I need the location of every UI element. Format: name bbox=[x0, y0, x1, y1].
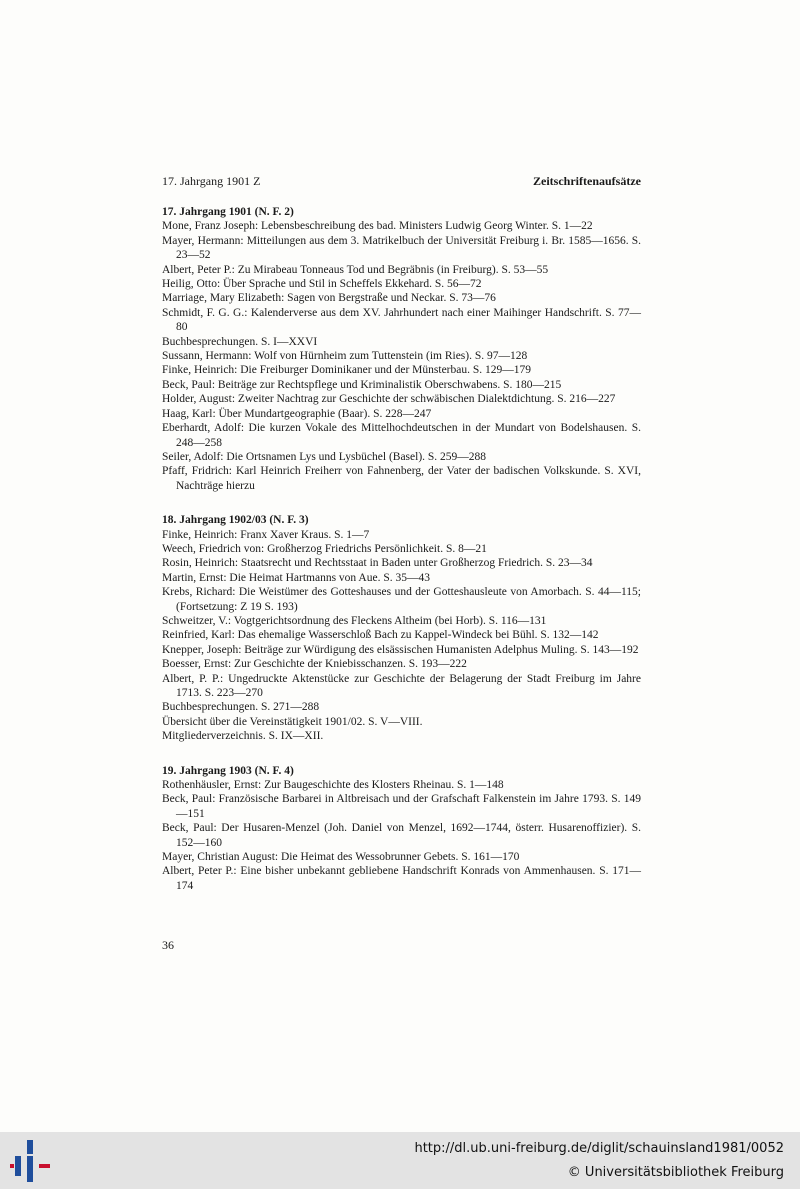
list-item: Buchbesprechungen. S. I—XXVI bbox=[162, 335, 318, 348]
logo-bar-center bbox=[27, 1156, 33, 1182]
volume-section bbox=[162, 205, 641, 493]
header-left: 17. Jahrgang 1901 Z bbox=[162, 174, 261, 188]
list-item: Mone, Franz Joseph: Lebensbeschreibung des bad. Ministers Ludwig Georg Winter. S. 1—22 bbox=[162, 220, 593, 233]
copyright-notice: © Universitätsbibliothek Freiburg bbox=[567, 1165, 784, 1180]
permalink-url[interactable]: http://dl.ub.uni-freiburg.de/diglit/schauinsland1981/0052 bbox=[414, 1141, 784, 1156]
logo-dot-left bbox=[10, 1164, 14, 1168]
list-item: Mayer, Christian August: Die Heimat des Wessobrunner Gebets. S. 161—170 bbox=[162, 851, 520, 864]
list-item: Finke, Heinrich: Franx Xaver Kraus. S. 1—7 bbox=[162, 528, 370, 541]
viewer-footer bbox=[0, 1132, 800, 1189]
list-item: Beck, Paul: Beiträge zur Rechtspflege und Kriminalistik Oberschwabens. S. 180—215 bbox=[162, 378, 562, 391]
list-item: Albert, Peter P.: Eine bisher unbekannt gebliebene Handschrift Konrads von Ammenhausen. S. 171—174 bbox=[162, 865, 641, 892]
list-item: Sussann, Hermann: Wolf von Hürnheim zum Tuttenstein (im Ries). S. 97—128 bbox=[162, 350, 528, 363]
list-item: Boesser, Ernst: Zur Geschichte der Kniebisschanzen. S. 193—222 bbox=[162, 658, 467, 671]
list-item: Seiler, Adolf: Die Ortsnamen Lys und Lysbüchel (Basel). S. 259—288 bbox=[162, 450, 487, 463]
list-item: Albert, P. P.: Ungedruckte Aktenstücke zur Geschichte der Belagerung der Stadt Freiburg im Jahre 1713. S. 223—270 bbox=[162, 672, 641, 699]
library-logo-icon bbox=[10, 1140, 50, 1182]
article-list bbox=[162, 205, 641, 913]
running-header bbox=[162, 174, 641, 190]
list-item: Krebs, Richard: Die Weistümer des Gotteshauses und der Gotteshausleute von Amorbach. S. 44—115; (Fortsetzung: Z 19 S. 193) bbox=[162, 586, 641, 613]
list-item: Schweitzer, V.: Vogtgerichtsordnung des Fleckens Altheim (bei Horb). S. 116—131 bbox=[162, 614, 547, 627]
list-item: Beck, Paul: Der Husaren-Menzel (Joh. Daniel von Menzel, 1692—1744, österr. Husarenoffizier). S. 152—160 bbox=[162, 822, 641, 849]
list-item: Knepper, Joseph: Beiträge zur Würdigung des elsässischen Humanisten Adelphus Muling. S. 143—192 bbox=[162, 643, 639, 656]
list-item: Weech, Friedrich von: Großherzog Friedrichs Persönlichkeit. S. 8—21 bbox=[162, 542, 487, 555]
volume-section bbox=[162, 764, 641, 894]
list-item: Rothenhäusler, Ernst: Zur Baugeschichte des Klosters Rheinau. S. 1—148 bbox=[162, 779, 504, 792]
volume-title: 17. Jahrgang 1901 (N. F. 2) bbox=[162, 206, 294, 218]
list-item: Heilig, Otto: Über Sprache und Stil in Scheffels Ekkehard. S. 56—72 bbox=[162, 278, 482, 291]
list-item: Übersicht über die Vereinstätigkeit 1901/02. S. V—VIII. bbox=[162, 715, 423, 728]
list-item: Schmidt, F. G. G.: Kalenderverse aus dem XV. Jahrhundert nach einer Maihinger Handschrift. S. 77—80 bbox=[162, 306, 641, 334]
list-item: Mitgliederverzeichnis. S. IX—XII. bbox=[162, 730, 324, 743]
list-item: Holder, August: Zweiter Nachtrag zur Geschichte der schwäbischen Dialektdichtung. S. 216—227 bbox=[162, 393, 616, 406]
list-item: Marriage, Mary Elizabeth: Sagen von Bergstraße und Neckar. S. 73—76 bbox=[162, 292, 496, 305]
list-item: Buchbesprechungen. S. 271—288 bbox=[162, 701, 320, 714]
list-item: Albert, Peter P.: Zu Mirabeau Tonneaus Tod und Begräbnis (in Freiburg). S. 53—55 bbox=[162, 263, 549, 276]
volume-title: 18. Jahrgang 1902/03 (N. F. 3) bbox=[162, 514, 309, 527]
list-item: Haag, Karl: Über Mundartgeographie (Baar). S. 228—247 bbox=[162, 407, 432, 420]
header-right: Zeitschriftenaufsätze bbox=[533, 174, 641, 188]
list-item: Beck, Paul: Französische Barbarei in Altbreisach und der Grafschaft Falkenstein im Jahre 1793. S. 149—151 bbox=[162, 793, 641, 820]
logo-dash-right bbox=[39, 1164, 50, 1168]
logo-bar-top bbox=[27, 1140, 33, 1154]
list-item: Mayer, Hermann: Mitteilungen aus dem 3. Matrikelbuch der Universität Freiburg i. Br. 1585—1656. S. 23—52 bbox=[162, 234, 641, 262]
page-number: 36 bbox=[162, 938, 174, 952]
volume-title: 19. Jahrgang 1903 (N. F. 4) bbox=[162, 764, 294, 777]
list-item: Martin, Ernst: Die Heimat Hartmanns von Aue. S. 35—43 bbox=[162, 571, 430, 584]
logo-bar-left bbox=[15, 1156, 21, 1176]
volume-section bbox=[162, 513, 641, 744]
list-item: Eberhardt, Adolf: Die kurzen Vokale des Mittelhochdeutschen in der Mundart von Bodelshausen. S. 248—258 bbox=[162, 422, 641, 449]
list-item: Pfaff, Fridrich: Karl Heinrich Freiherr von Fahnenberg, der Vater der badischen Volkskunde. S. XVI, Nachträge hierzu bbox=[162, 465, 641, 492]
list-item: Finke, Heinrich: Die Freiburger Dominikaner und der Münsterbau. S. 129—179 bbox=[162, 364, 531, 377]
list-item: Rosin, Heinrich: Staatsrecht und Rechtsstaat in Baden unter Großherzog Friedrich. S. 23—34 bbox=[162, 557, 593, 570]
list-item: Reinfried, Karl: Das ehemalige Wasserschloß Bach zu Kappel-Windeck bei Bühl. S. 132—142 bbox=[162, 629, 599, 642]
